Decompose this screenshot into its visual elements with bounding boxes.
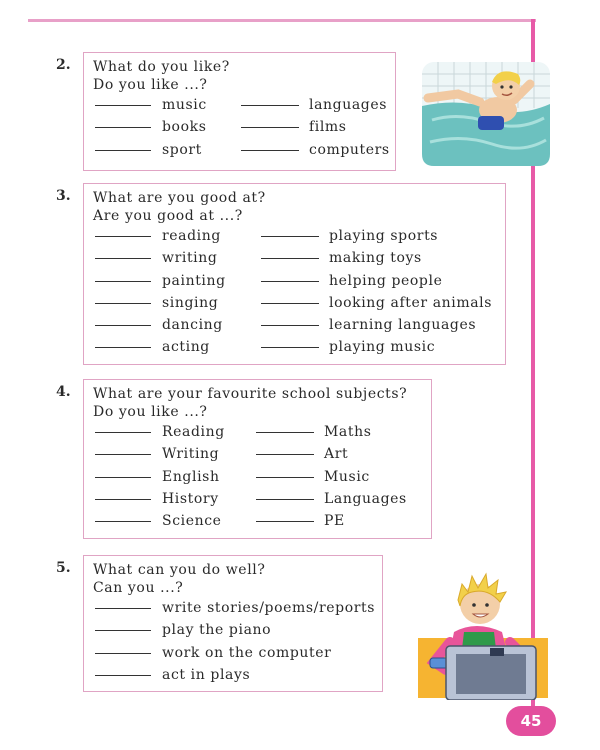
answer-blank[interactable] <box>95 608 151 609</box>
option-label: Maths <box>324 424 372 440</box>
answer-blank[interactable] <box>241 105 299 106</box>
option-label: singing <box>162 294 219 311</box>
exercise-number: 5. <box>56 560 71 576</box>
answer-blank[interactable] <box>261 258 319 259</box>
list-item <box>93 292 495 314</box>
answer-blank[interactable] <box>261 281 319 282</box>
answer-blank[interactable] <box>261 236 319 237</box>
list-item <box>93 597 376 619</box>
option-label: writing <box>162 250 218 267</box>
option-label: acting <box>162 339 210 356</box>
option-label: computers <box>309 141 390 158</box>
question: What can you do well? <box>93 562 266 578</box>
answer-blank[interactable] <box>256 499 314 500</box>
answer-blank[interactable] <box>256 432 314 433</box>
option-label: making toys <box>329 250 422 267</box>
question: What are you good at? <box>93 190 266 206</box>
answer-blank[interactable] <box>95 477 151 478</box>
top-border <box>28 19 536 22</box>
list-item <box>93 421 421 443</box>
list-item <box>93 664 372 686</box>
option-label: playing sports <box>329 228 439 244</box>
prompt: Can you ...? <box>93 580 184 596</box>
option-label: act in plays <box>162 666 251 683</box>
answer-blank[interactable] <box>95 347 151 348</box>
option-label: painting <box>162 272 226 289</box>
option-label: English <box>162 468 220 485</box>
answer-blank[interactable] <box>241 127 299 128</box>
answer-blank[interactable] <box>95 105 151 106</box>
list-item <box>93 510 421 532</box>
boy-at-computer-illustration <box>416 562 550 700</box>
list-item <box>93 466 421 488</box>
question: What do you like? <box>93 59 230 75</box>
exercise-number: 3. <box>56 188 71 204</box>
option-label: playing music <box>329 339 436 356</box>
answer-blank[interactable] <box>261 303 319 304</box>
list-item <box>93 314 495 336</box>
answer-blank[interactable] <box>95 454 151 455</box>
exercise-box <box>83 379 432 539</box>
answer-blank[interactable] <box>95 127 151 128</box>
exercise-box <box>83 555 383 692</box>
option-label: films <box>309 119 347 136</box>
exercise-number: 2. <box>56 57 71 73</box>
option-label: Science <box>162 513 222 530</box>
list-item <box>93 443 421 465</box>
answer-blank[interactable] <box>95 521 151 522</box>
answer-blank[interactable] <box>95 281 151 282</box>
option-label: History <box>162 490 219 507</box>
answer-blank[interactable] <box>95 258 151 259</box>
option-label: helping people <box>329 272 443 289</box>
exercise-2 <box>56 52 396 171</box>
exercise-3 <box>56 183 506 365</box>
answer-blank[interactable] <box>95 499 151 500</box>
option-label: play the piano <box>162 622 272 639</box>
exercise-box <box>83 52 396 171</box>
list-item <box>93 619 372 641</box>
answer-blank[interactable] <box>261 347 319 348</box>
list-item <box>93 94 385 116</box>
list-item <box>93 270 495 292</box>
option-label: Music <box>324 468 370 485</box>
list-item <box>93 116 385 138</box>
option-label: Reading <box>162 424 225 440</box>
option-label: learning languages <box>329 317 477 334</box>
answer-blank[interactable] <box>241 150 299 151</box>
answer-blank[interactable] <box>256 454 314 455</box>
prompt: Do you like ...? <box>93 77 208 93</box>
option-label: languages <box>309 97 387 113</box>
list-item <box>93 642 372 664</box>
exercise-5 <box>56 555 383 692</box>
option-label: Languages <box>324 490 407 507</box>
prompt: Do you like ...? <box>93 404 208 420</box>
option-label: work on the computer <box>162 644 332 661</box>
option-label: reading <box>162 228 221 244</box>
list-item <box>93 247 495 269</box>
answer-blank[interactable] <box>95 653 151 654</box>
list-item <box>93 488 421 510</box>
option-label: dancing <box>162 317 223 334</box>
answer-blank[interactable] <box>256 477 314 478</box>
answer-blank[interactable] <box>95 675 151 676</box>
answer-blank[interactable] <box>95 150 151 151</box>
answer-blank[interactable] <box>95 630 151 631</box>
option-label: write stories/poems/reports <box>162 600 376 616</box>
option-label: PE <box>324 513 345 530</box>
exercise-number: 4. <box>56 384 71 400</box>
option-label: looking after animals <box>329 294 493 311</box>
exercise-box <box>83 183 506 365</box>
option-label: sport <box>162 141 202 158</box>
swimmer-illustration <box>418 60 552 170</box>
answer-blank[interactable] <box>95 236 151 237</box>
exercise-4 <box>56 379 432 539</box>
option-label: Art <box>324 446 349 463</box>
list-item <box>93 225 495 247</box>
list-item <box>93 336 495 358</box>
answer-blank[interactable] <box>95 325 151 326</box>
option-label: books <box>162 119 207 136</box>
answer-blank[interactable] <box>256 521 314 522</box>
option-label: Writing <box>162 446 220 463</box>
answer-blank[interactable] <box>261 325 319 326</box>
answer-blank[interactable] <box>95 303 151 304</box>
answer-blank[interactable] <box>95 432 151 433</box>
option-label: music <box>162 97 207 113</box>
question: What are your favourite school subjects? <box>93 386 408 402</box>
list-item <box>93 139 390 161</box>
prompt: Are you good at ...? <box>93 208 243 224</box>
page-number-badge: 45 <box>506 706 556 736</box>
